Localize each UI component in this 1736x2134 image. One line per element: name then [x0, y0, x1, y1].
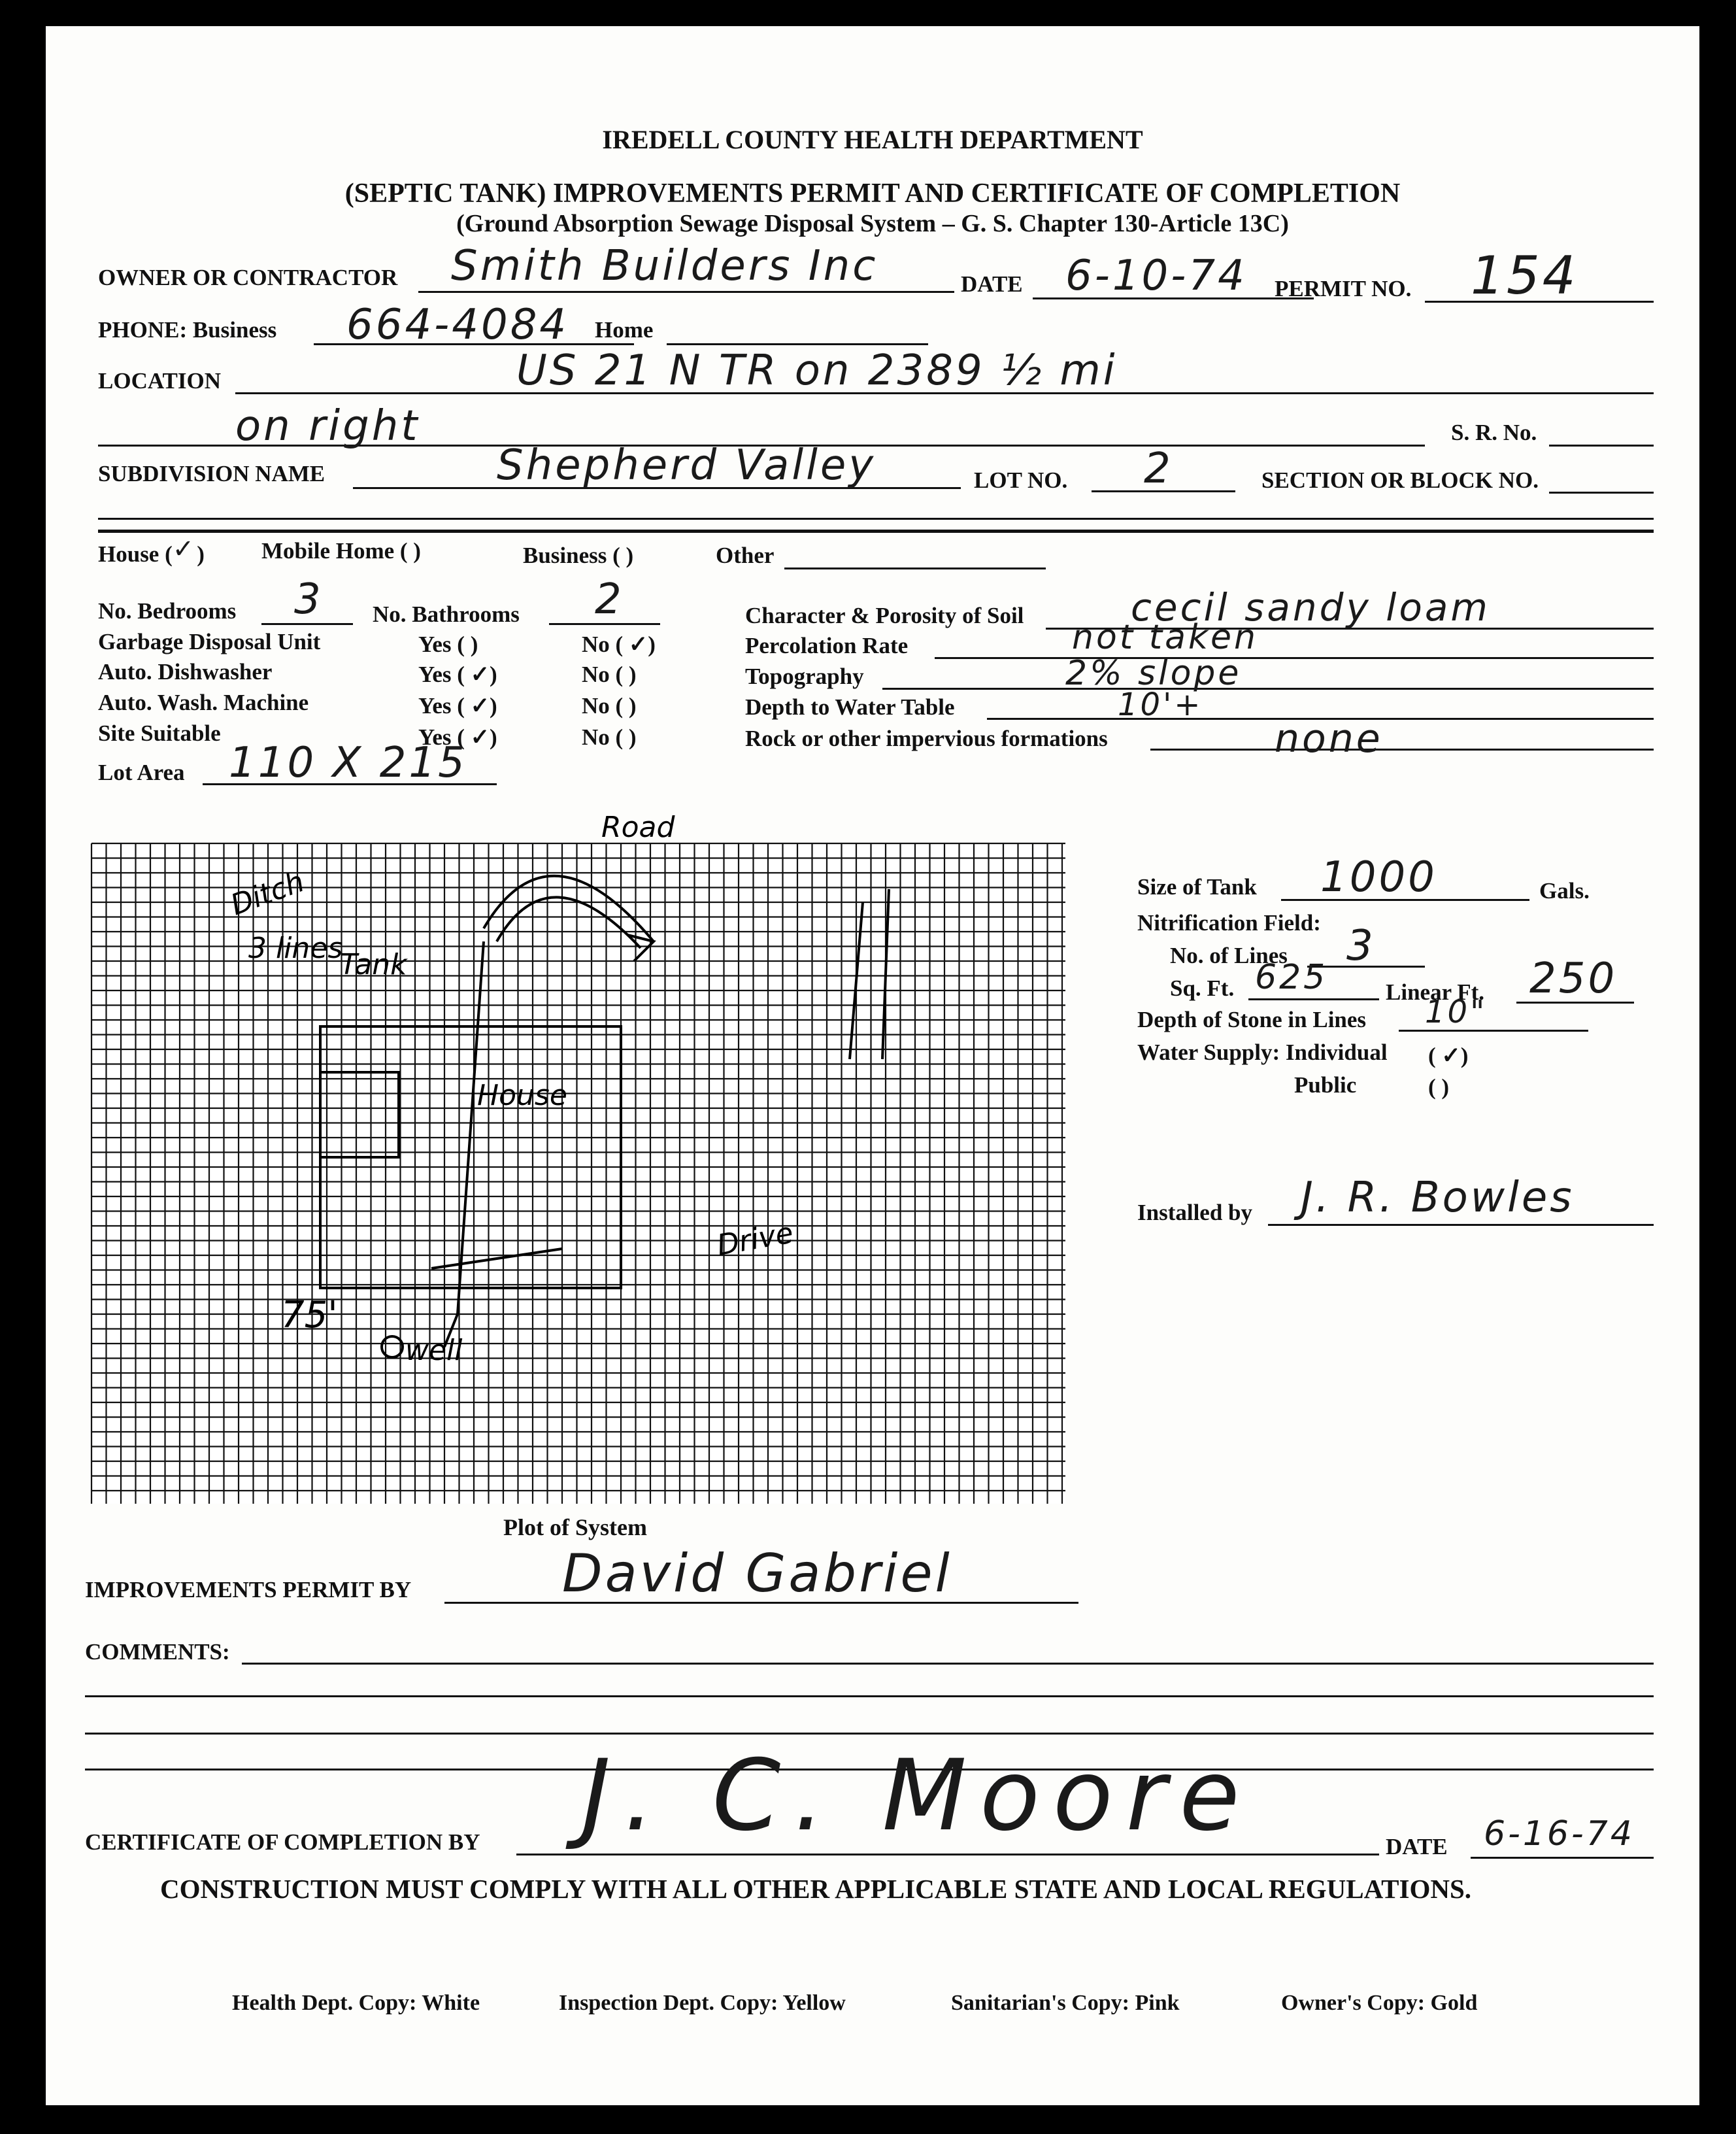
section-label: SECTION OR BLOCK NO. [1261, 467, 1539, 493]
section-line [1549, 492, 1654, 494]
phone-business-value: 664-4084 [346, 301, 569, 349]
location-value-1: US 21 N TR on 2389 ½ mi [516, 347, 1118, 395]
permit-form [46, 26, 1699, 2105]
appliance-yes-2: Yes ( ✓) [418, 693, 497, 719]
soil-line-2 [882, 688, 1654, 690]
drive-line [431, 1249, 562, 1268]
certificate-label: CERTIFICATE OF COMPLETION BY [85, 1829, 480, 1855]
phone-label: PHONE: Business [98, 317, 277, 343]
permit-no-label: PERMIT NO. [1275, 276, 1412, 301]
certificate-date-label: DATE [1386, 1834, 1448, 1859]
installed-by-line [1268, 1224, 1654, 1226]
owner-value: Smith Builders Inc [451, 242, 878, 290]
copy-inspection: Inspection Dept. Copy: Yellow [559, 1991, 846, 2015]
lot-no-value: 2 [1144, 445, 1173, 493]
house-label: House (✓) [98, 534, 205, 567]
permit-by-label: IMPROVEMENTS PERMIT BY [85, 1577, 412, 1602]
appliance-yes-0: Yes ( ) [418, 632, 478, 657]
location-label: LOCATION [98, 368, 221, 394]
lines-label: No. of Lines [1170, 943, 1288, 968]
stone-depth-value: 10" [1425, 994, 1488, 1030]
compliance-notice: CONSTRUCTION MUST COMPLY WITH ALL OTHER APPLICABLE STATE AND LOCAL REGULATIONS. [160, 1874, 1472, 1904]
lines-value: 3 [1346, 922, 1376, 970]
permit-by-value: David Gabriel [562, 1543, 952, 1604]
sr-no-line [1549, 445, 1654, 447]
sqft-label: Sq. Ft. [1170, 975, 1235, 1001]
date-value: 6-10-74 [1065, 252, 1247, 300]
water-public-label: Public [1294, 1072, 1357, 1098]
bathrooms-value: 2 [595, 575, 624, 624]
plot-caption: Plot of System [503, 1514, 647, 1540]
sketch-well-label: well [405, 1334, 463, 1367]
line-to-well [458, 941, 484, 1314]
bedrooms-label: No. Bedrooms [98, 598, 237, 624]
bathrooms-label: No. Bathrooms [373, 601, 520, 627]
form-title: (SEPTIC TANK) IMPROVEMENTS PERMIT AND CERTIFICATE OF COMPLETION [344, 178, 1401, 209]
nitrification-label: Nitrification Field: [1137, 910, 1321, 936]
installed-by-label: Installed by [1137, 1200, 1253, 1225]
owner-label: OWNER OR CONTRACTOR [98, 265, 398, 290]
appliance-yes-3: Yes ( ✓) [418, 724, 497, 750]
sketch-lines-label: 3 lines [248, 932, 343, 965]
form-subtitle: (Ground Absorption Sewage Disposal System – G. S. Chapter 130-Article 13C) [456, 210, 1289, 237]
soil-line-1 [935, 657, 1654, 659]
certificate-signature: J. C. Moore [582, 1739, 1253, 1853]
water-public-box: ( ) [1428, 1074, 1450, 1100]
soil-value-1: not taken [1072, 618, 1259, 657]
stone-depth-label: Depth of Stone in Lines [1137, 1007, 1367, 1032]
comments-line-1 [242, 1663, 1654, 1665]
copy-owner: Owner's Copy: Gold [1281, 1991, 1478, 2015]
soil-value-3: 10'+ [1118, 686, 1203, 723]
tank-size-unit: Gals. [1539, 878, 1590, 904]
lot-area-value: 110 X 215 [229, 739, 467, 787]
certificate-line [516, 1854, 1379, 1855]
soil-label-4: Rock or other impervious formations [745, 726, 1108, 751]
appliance-no-0: No ( ✓) [582, 632, 656, 657]
divider-bottom [98, 530, 1654, 533]
soil-label-1: Percolation Rate [745, 633, 909, 658]
date-label: DATE [961, 271, 1023, 297]
divider-top [98, 518, 1654, 520]
lot-no-label: LOT NO. [974, 467, 1068, 493]
sketch-ditch-label: Ditch [226, 864, 309, 923]
soil-value-4: none [1275, 716, 1383, 762]
appliance-no-2: No ( ) [582, 693, 637, 719]
other-label: Other [716, 543, 775, 568]
lot-area-label: Lot Area [98, 760, 185, 785]
appliance-no-3: No ( ) [582, 724, 637, 750]
subdivision-value: Shepherd Valley [497, 441, 876, 490]
sketch-distance-label: 75' [281, 1294, 338, 1336]
appliance-no-1: No ( ) [582, 662, 637, 687]
tank-size-value: 1000 [1320, 853, 1437, 902]
sr-no-label: S. R. No. [1451, 420, 1537, 445]
linear-ft-label: Linear Ft. [1386, 979, 1485, 1005]
soil-value-0: cecil sandy loam [1131, 585, 1490, 630]
linear-ft-value: 250 [1529, 955, 1618, 1003]
certificate-date-value: 6-16-74 [1484, 1814, 1635, 1854]
plot-grid [92, 811, 1065, 1504]
phone-home-label: Home [595, 317, 654, 343]
permit-no-value: 154 [1471, 245, 1578, 306]
comments-line-3 [85, 1733, 1654, 1735]
bedrooms-value: 3 [294, 575, 324, 624]
comments-line-2 [85, 1695, 1654, 1697]
appliance-yes-1: Yes ( ✓) [418, 662, 497, 687]
appliance-label-0: Garbage Disposal Unit [98, 629, 321, 654]
house-wing [320, 1072, 399, 1157]
soil-value-2: 2% slope [1065, 654, 1242, 693]
installed-by-value: J. R. Bowles [1301, 1174, 1575, 1222]
location-value-2: on right [235, 402, 420, 450]
phone-home-line [667, 343, 928, 345]
owner-line [418, 291, 954, 293]
certificate-date-line [1471, 1857, 1654, 1859]
plot-sketch [92, 811, 1065, 1504]
sketch-house-label: House [477, 1079, 567, 1112]
copy-sanitarian: Sanitarian's Copy: Pink [951, 1991, 1180, 2015]
copy-health: Health Dept. Copy: White [232, 1991, 480, 2015]
appliance-label-1: Auto. Dishwasher [98, 659, 273, 685]
business-label: Business ( ) [523, 543, 634, 568]
appliance-label-2: Auto. Wash. Machine [98, 690, 309, 715]
sketch-drive-label: Drive [714, 1216, 796, 1262]
sketch-tank-label: Tank [340, 948, 407, 981]
comments-label: COMMENTS: [85, 1639, 230, 1665]
appliance-label-3: Site Suitable [98, 720, 221, 746]
sketch-road-label: Road [601, 811, 675, 844]
well-symbol [382, 1336, 403, 1357]
sqft-value: 625 [1255, 958, 1328, 997]
department-title: IREDELL COUNTY HEALTH DEPARTMENT [602, 125, 1143, 154]
mobile-home-label: Mobile Home ( ) [261, 538, 421, 564]
water-supply-label: Water Supply: Individual [1137, 1040, 1388, 1065]
other-line [784, 567, 1046, 569]
tank-size-label: Size of Tank [1137, 874, 1257, 900]
soil-line-4 [1150, 749, 1654, 751]
soil-label-3: Depth to Water Table [745, 694, 955, 720]
sqft-line [1248, 998, 1379, 1000]
soil-label-2: Topography [745, 664, 864, 689]
subdivision-label: SUBDIVISION NAME [98, 461, 326, 486]
water-individual-box: ( ✓) [1428, 1043, 1469, 1068]
soil-label-0: Character & Porosity of Soil [745, 603, 1024, 628]
